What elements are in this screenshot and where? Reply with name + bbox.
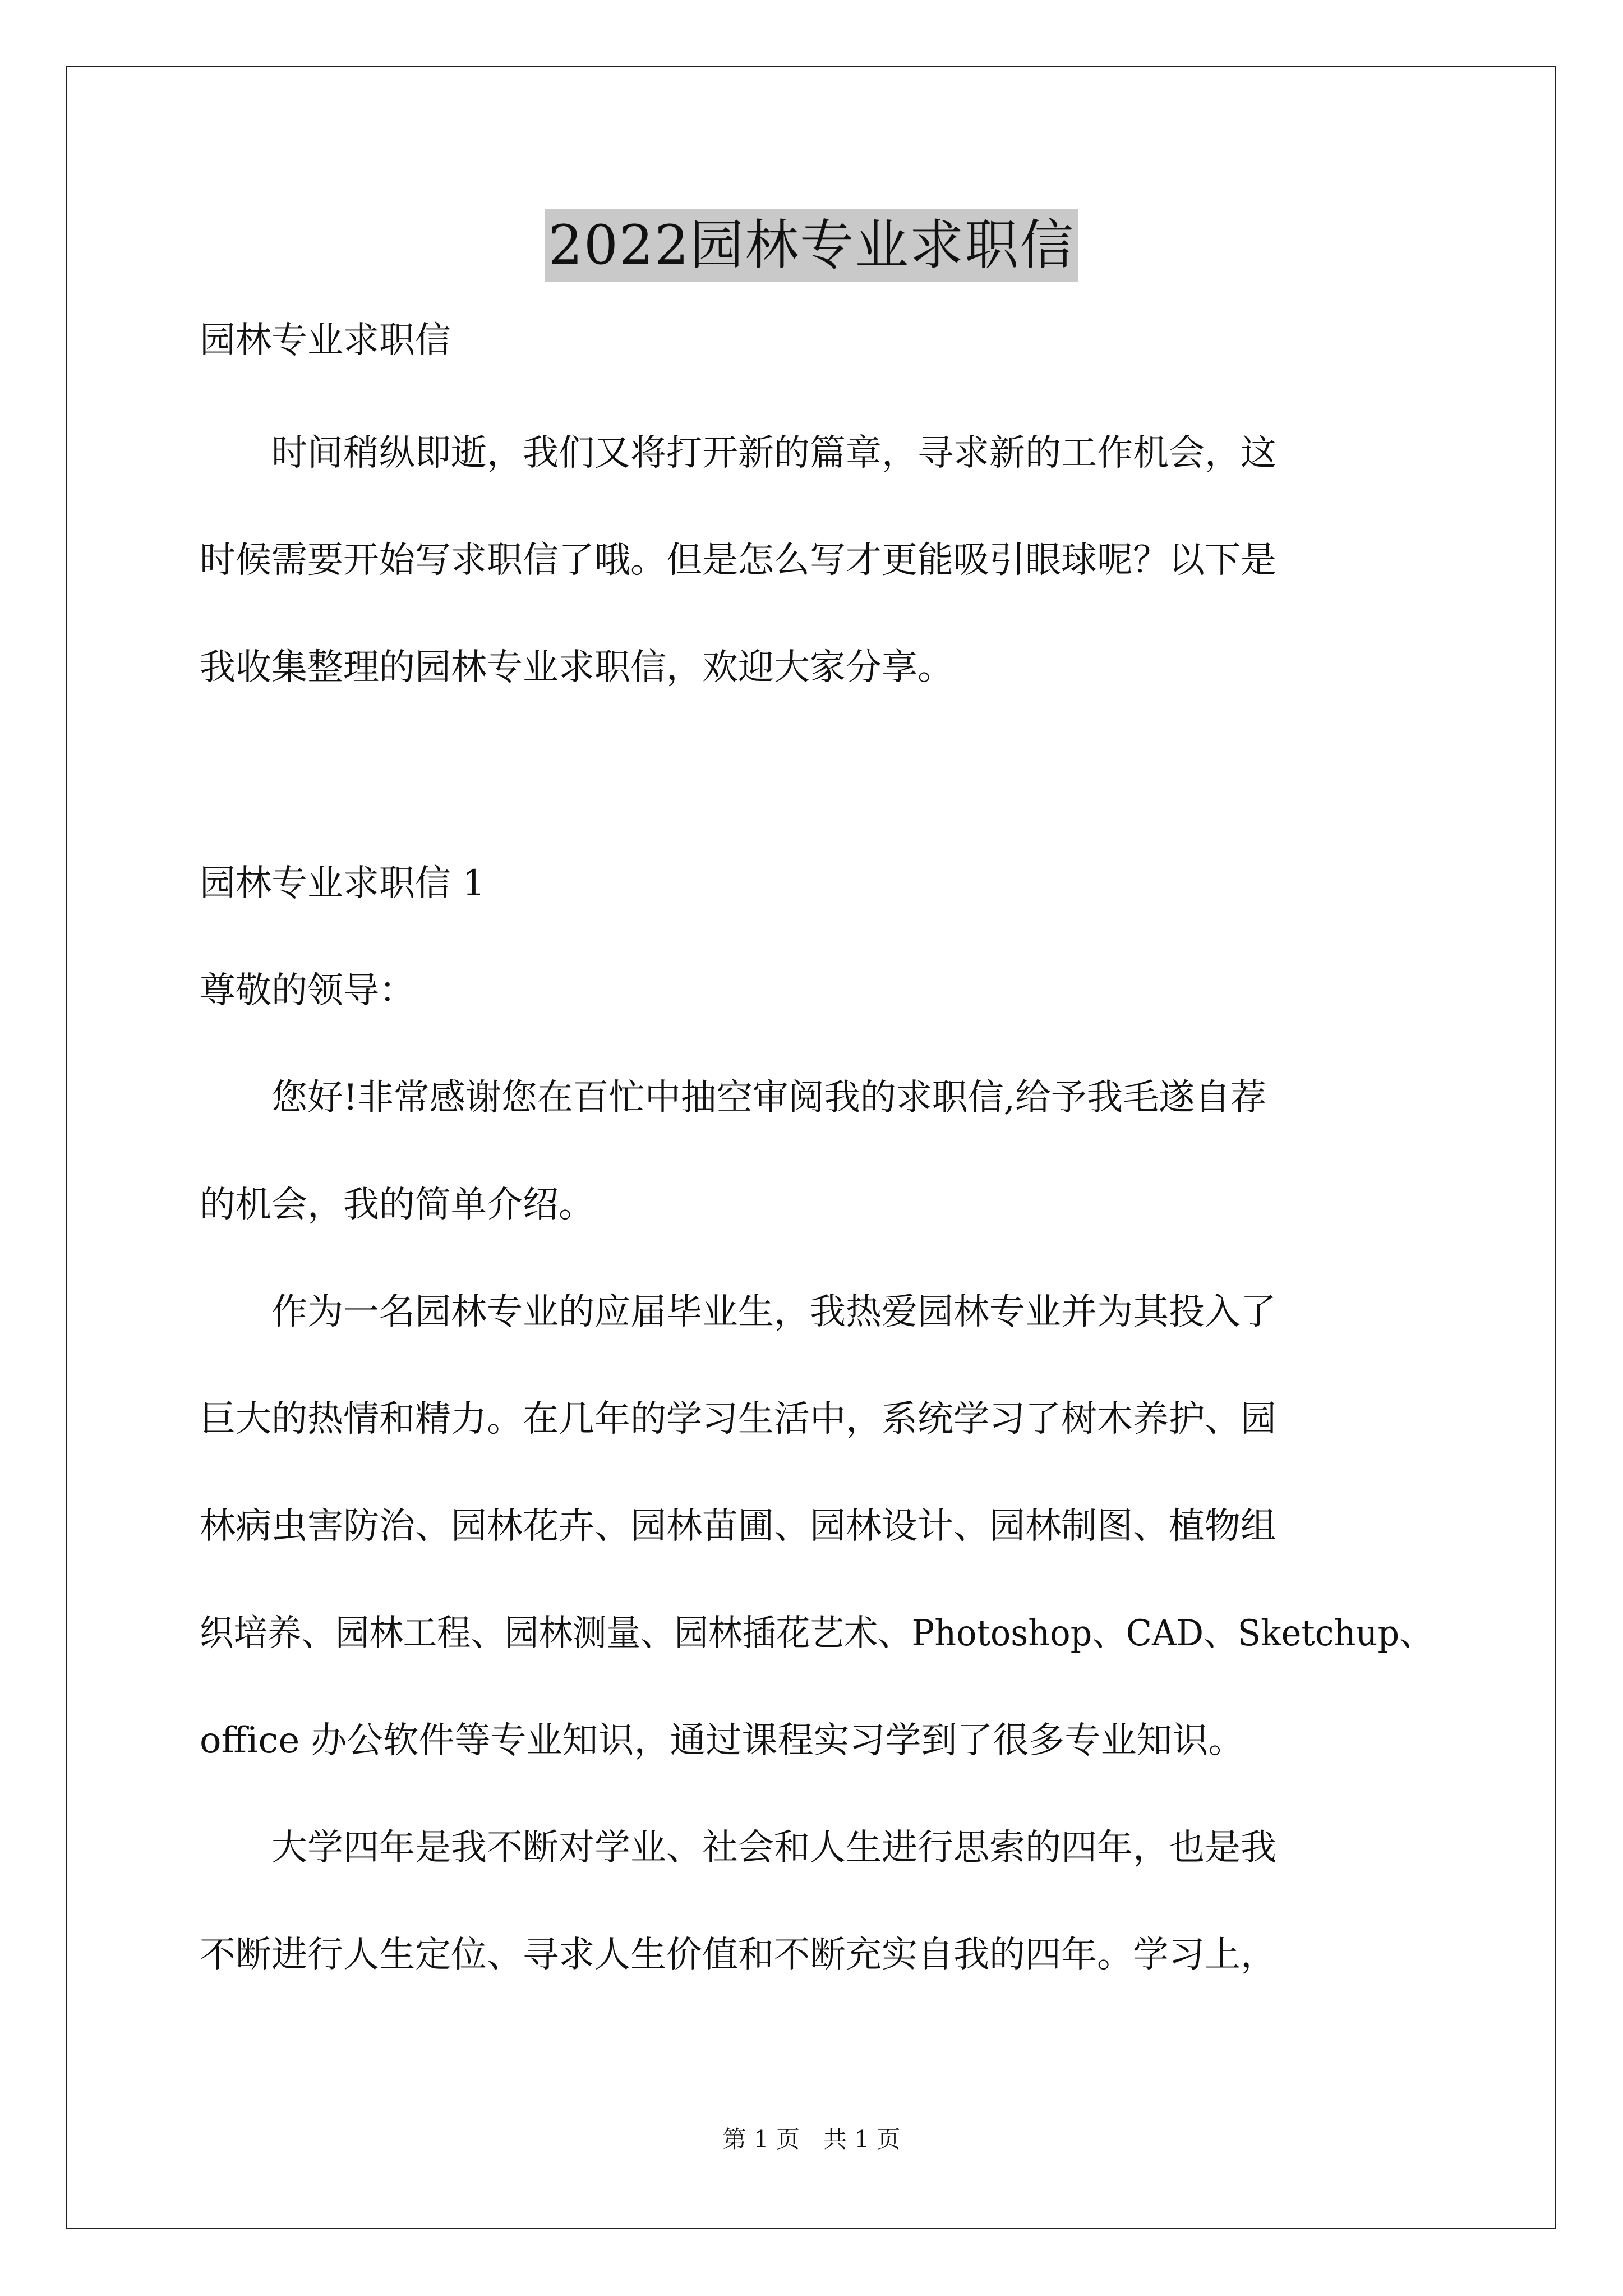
- body-line: 大学四年是我不断对学业、社会和人生进行思索的四年，也是我: [200, 1827, 1276, 1869]
- body-line: 织培养、园林工程、园林测量、园林插花艺术、Photoshop、CAD、Sketchup、: [200, 1613, 1433, 1654]
- title-wrap: [0, 209, 1623, 282]
- page-number: 第 1 页 共 1 页: [722, 2125, 901, 2153]
- body-line: 园林专业求职信 1: [200, 863, 486, 904]
- body-line: 不断进行人生定位、寻求人生价值和不断充实自我的四年。学习上，: [200, 1934, 1276, 1976]
- body-line: 巨大的热情和精力。在几年的学习生活中，系统学习了树木养护、园: [200, 1398, 1276, 1440]
- document-title: 2022园林专业求职信: [545, 209, 1078, 282]
- body-line: 作为一名园林专业的应届毕业生，我热爱园林专业并为其投入了: [200, 1291, 1276, 1333]
- body-line: 园林专业求职信: [200, 320, 451, 361]
- body-line: office 办公软件等专业知识，通过课程实习学到了很多专业知识。: [200, 1720, 1244, 1761]
- body-line: 尊敬的领导：: [200, 970, 415, 1011]
- body-line: 时候需要开始写求职信了哦。但是怎么写才更能吸引眼球呢？以下是: [200, 540, 1276, 581]
- body-line: 我收集整理的园林专业求职信，欢迎大家分享。: [200, 647, 953, 688]
- body-line: 时间稍纵即逝，我们又将打开新的篇章，寻求新的工作机会，这: [200, 432, 1276, 474]
- body-line: 您好!非常感谢您在百忙中抽空审阅我的求职信,给予我毛遂自荐: [200, 1077, 1267, 1119]
- body-line: 林病虫害防治、园林花卉、园林苗圃、园林设计、园林制图、植物组: [200, 1506, 1276, 1547]
- body-line: 的机会，我的简单介绍。: [200, 1184, 594, 1226]
- page-footer: [0, 2124, 1623, 2155]
- page-border: [66, 66, 1556, 2229]
